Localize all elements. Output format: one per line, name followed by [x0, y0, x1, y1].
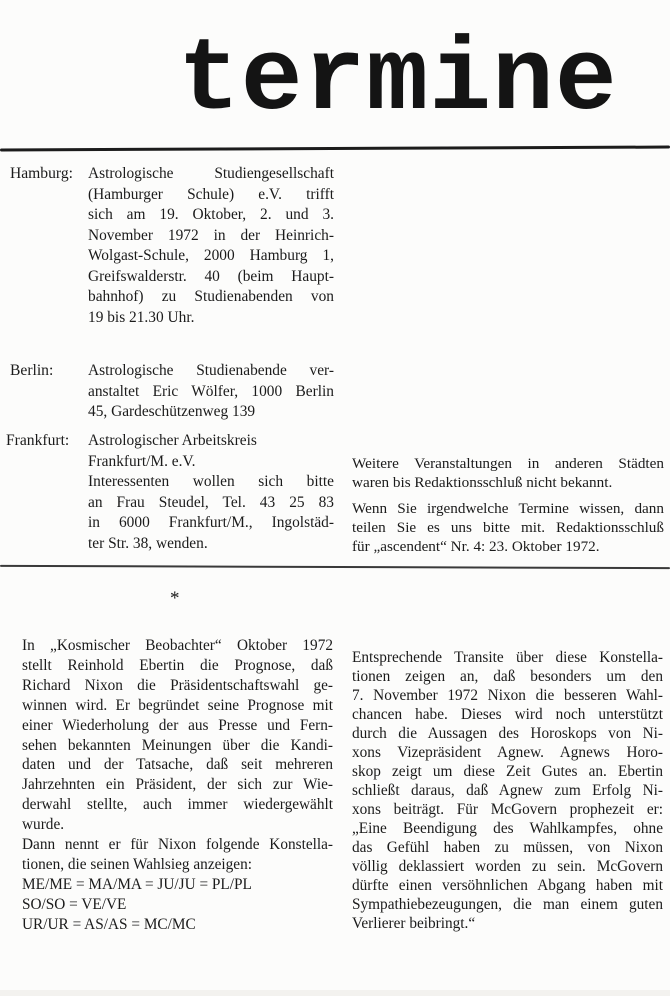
event-text-frankfurt — [88, 431, 334, 554]
page-bottom-edge — [0, 990, 670, 996]
article-left-paragraph-2: Dann nennt er für Nixon folgende Konstella- tionen, die seinen Wahlsieg anzeigen: — [22, 836, 333, 873]
top-rule — [0, 146, 670, 152]
frankfurt-organisation-lines: Astrologischer Arbeitskreis Frankfurt/M. e.V. — [88, 432, 257, 470]
event-city-frankfurt: Frankfurt: — [6, 432, 70, 449]
frankfurt-contact-lines: Interessenten wollen sich bitte an Frau Steudel, Tel. 43 25 83 in 6000 Frankfurt/M., Ingolstäd- ter Str. 38, wenden. — [88, 473, 334, 552]
article-left-column — [22, 636, 333, 935]
page-title: termine — [178, 22, 618, 139]
event-city-berlin: Berlin: — [10, 362, 54, 379]
article-right-column: Entsprechende Transite über diese Konstella- tionen zeigen an, daß besonders um den 7. November 1972 Nixon die besseren Wahl- chancen habe. Dieses wird noch unterstützt durch die Aussagen des Horoskops von Ni- xons Vizepräsident Agnew. Agnews Horo- skop zeigt um diese Zeit Gutes an. Ebertin schließt daraus, daß Agnew zum Erfolg Ni- xons beiträgt. Für McGovern prophezeit er: „Eine Beendigung des Wahlkampfes, ohne das Gefühl haben zu müssen, von Nixon völlig deklassiert worden zu sein. McGovern dürfte einen versöhnlichen Abgang haben mit Sympathiebezeugungen, die man einem guten Verlierer beibringt.“ — [352, 649, 663, 932]
article-left-paragraph-1: In „Kosmischer Beobachter“ Oktober 1972 stellt Reinhold Ebertin die Prognose, daß Richard Nixon die Präsidentschaftswahl ge- winnen wird. Er begründet seine Prognose mit einer Wiederholung der aus Presse und Fern- sehen bekannten Meinungen über die Kandi- daten und der Tatsache, daß seit mehreren Jahrzehnten ein Präsident, der sich zur Wie- derwahl stellte, auch immer wiedergewählt wurde. — [22, 637, 333, 834]
article-constellation-formulas: ME/ME = MA/MA = JU/JU = PL/PL SO/SO = VE/VE UR/UR = AS/AS = MC/MC — [22, 875, 252, 933]
event-city-hamburg: Hamburg: — [10, 165, 73, 182]
section-divider-rule — [0, 565, 670, 569]
editorial-note-other-cities: Weitere Veranstaltungen in anderen Städten waren bis Redaktionsschluß nicht bekannt. — [352, 455, 664, 491]
event-text-berlin: Astrologische Studienabende ver- anstaltet Eric Wölfer, 1000 Berlin 45, Gardeschützenweg 139 — [88, 362, 334, 420]
editorial-note-deadline: Wenn Sie irgendwelche Termine wissen, dann teilen Sie es uns bitte mit. Redaktionsschluß für „ascendent“ Nr. 4: 23. Oktober 1972. — [352, 500, 664, 555]
section-divider-asterisk: * — [170, 588, 180, 609]
event-text-hamburg: Astrologische Studiengesellschaft (Hamburger Schule) e.V. trifft sich am 19. Oktober, 2. und 3. November 1972 in der Heinrich- Wolgast-Schule, 2000 Hamburg 1, Greifswalderstr. 40 (beim Haupt- bahnhof) zu Studienabenden von 19 bis 21.30 Uhr. — [88, 165, 334, 326]
